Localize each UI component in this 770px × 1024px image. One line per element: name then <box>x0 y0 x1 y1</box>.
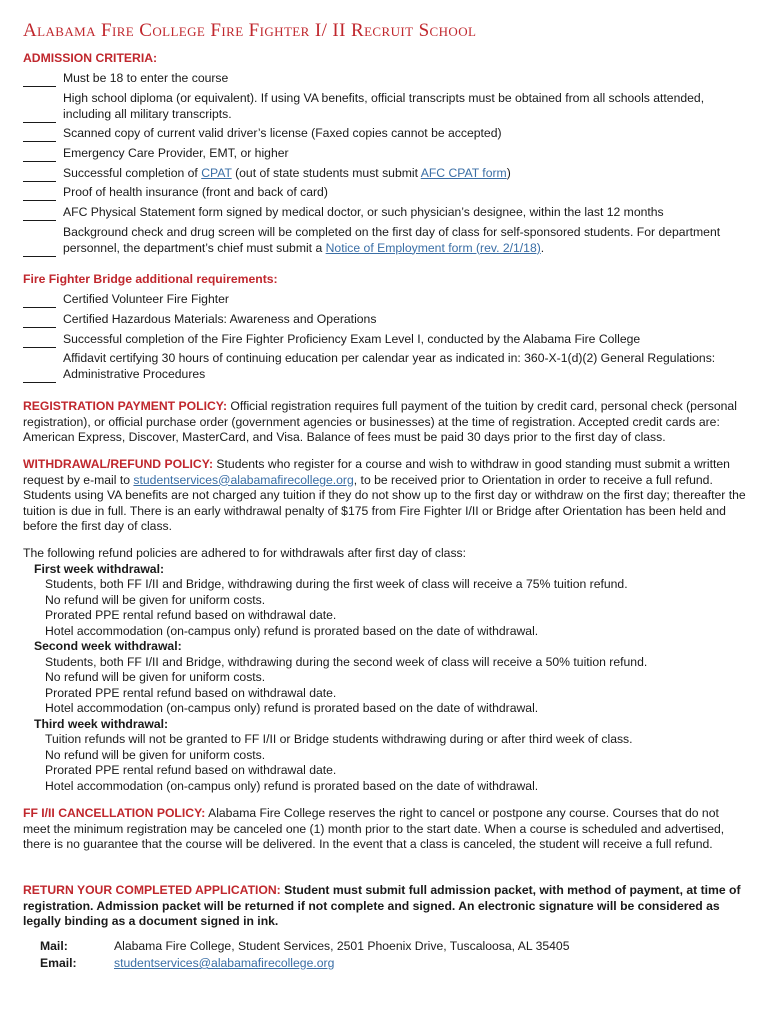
admission-heading: ADMISSION CRITERIA: <box>23 51 158 65</box>
return-application: RETURN YOUR COMPLETED APPLICATION: Student must submit full admission packet, with method of payment, at time of registration. Admission packet will be returned if not complete and signed. An electronic signature will be considered as legally binding as a document signed in ink. <box>23 883 741 928</box>
student-services-email-link[interactable]: studentservices@alabamafirecollege.org <box>133 472 354 487</box>
checkbox-blank[interactable] <box>23 347 56 348</box>
week-label: Second week withdrawal: <box>34 639 182 653</box>
refund-line: Hotel accommodation (on-campus only) refund is prorated based on the date of withdrawal. <box>45 778 539 793</box>
email-label: Email: <box>40 956 77 970</box>
refund-intro: The following refund policies are adhered to for withdrawals after first day of class: <box>23 546 467 560</box>
refund-line: No refund will be given for uniform costs. <box>45 670 266 684</box>
checkbox-blank[interactable] <box>23 122 56 123</box>
refund-line: Students, both FF I/II and Bridge, withdrawing during the second week of class will receive a 50% tuition refund. <box>45 654 648 669</box>
checkbox-blank[interactable] <box>23 86 56 87</box>
mail-address: Alabama Fire College, Student Services, 2501 Phoenix Drive, Tuscaloosa, AL 35405 <box>114 939 570 953</box>
afc-cpat-form-link[interactable]: AFC CPAT form <box>420 166 507 180</box>
refund-line: Prorated PPE rental refund based on withdrawal date. <box>45 608 337 622</box>
withdrawal-policy: WITHDRAWAL/REFUND POLICY: Students who register for a course and wish to withdraw in good standing must submit a written request by e-mail to studentservices@alabamafirecollege.org, to be received prior to Orientation in order to receive a full refund. Students using VA benefits are not charged any tuition if they do not show up to the first day or withdraw on the first day; thereafter the tuition is due in full. There is an early withdrawal penalty of $175 from Fire Fighter I/II or Bridge after Orientation has been held and before the first day of class. <box>23 457 746 533</box>
refund-line: Students, both FF I/II and Bridge, withdrawing during the first week of class will receive a 75% tuition refund. <box>45 577 628 591</box>
payment-policy: REGISTRATION PAYMENT POLICY: Official registration requires full payment of the tuition by credit card, personal check (personal registration), or official purchase order (government agencies or businesses) at the time of registration. Accepted credit cards are: American Express, Discover, MasterCard, and Visa. Balance of fees must be paid 30 days prior to the first day of class. <box>23 399 737 444</box>
refund-schedule <box>23 546 747 794</box>
refund-line: Prorated PPE rental refund based on withdrawal date. <box>45 763 337 777</box>
week-label: Third week withdrawal: <box>34 716 169 731</box>
checkbox-blank[interactable] <box>23 256 56 257</box>
cancellation-heading: FF I/II CANCELLATION POLICY: <box>23 806 206 820</box>
cancellation-policy: FF I/II CANCELLATION POLICY: Alabama Fire College reserves the right to cancel or postpone any course. Courses that do not meet the minimum registration may be canceled one (1) month prior to the start date. When a course is scheduled and advertised, there is no guarantee that the course will be delivered. In the event that a class is canceled, the student will receive a full refund. <box>23 806 725 851</box>
document-title: Alabama Fire College Fire Fighter I/ II Recruit School <box>23 20 477 41</box>
checkbox-blank[interactable] <box>23 141 56 142</box>
notice-of-employment-link[interactable]: Notice of Employment form (rev. 2/1/18) <box>325 240 541 255</box>
refund-line: Prorated PPE rental refund based on withdrawal date. <box>45 685 337 700</box>
cpat-link[interactable]: CPAT <box>201 166 232 180</box>
refund-line: No refund will be given for uniform costs. <box>45 747 266 762</box>
checkbox-blank[interactable] <box>23 200 56 201</box>
return-heading: RETURN YOUR COMPLETED APPLICATION: <box>23 883 281 897</box>
week-label: First week withdrawal: <box>34 561 165 576</box>
mail-label: Mail: <box>40 939 68 953</box>
checkbox-blank[interactable] <box>23 307 56 308</box>
contact-email-link[interactable]: studentservices@alabamafirecollege.org <box>114 956 335 970</box>
refund-line: Tuition refunds will not be granted to FF I/II or Bridge students withdrawing during or after third week of class. <box>45 732 633 746</box>
payment-heading: REGISTRATION PAYMENT POLICY: <box>23 399 228 413</box>
checkbox-blank[interactable] <box>23 382 56 383</box>
refund-line: No refund will be given for uniform costs. <box>45 592 266 607</box>
checkbox-blank[interactable] <box>23 161 56 162</box>
checkbox-blank[interactable] <box>23 181 56 182</box>
bridge-heading: Fire Fighter Bridge additional requirements: <box>23 272 278 286</box>
refund-line: Hotel accommodation (on-campus only) refund is prorated based on the date of withdrawal. <box>45 623 539 638</box>
checkbox-blank[interactable] <box>23 327 56 328</box>
checkbox-blank[interactable] <box>23 220 56 221</box>
refund-line: Hotel accommodation (on-campus only) refund is prorated based on the date of withdrawal. <box>45 701 539 715</box>
withdrawal-heading: WITHDRAWAL/REFUND POLICY: <box>23 457 214 471</box>
